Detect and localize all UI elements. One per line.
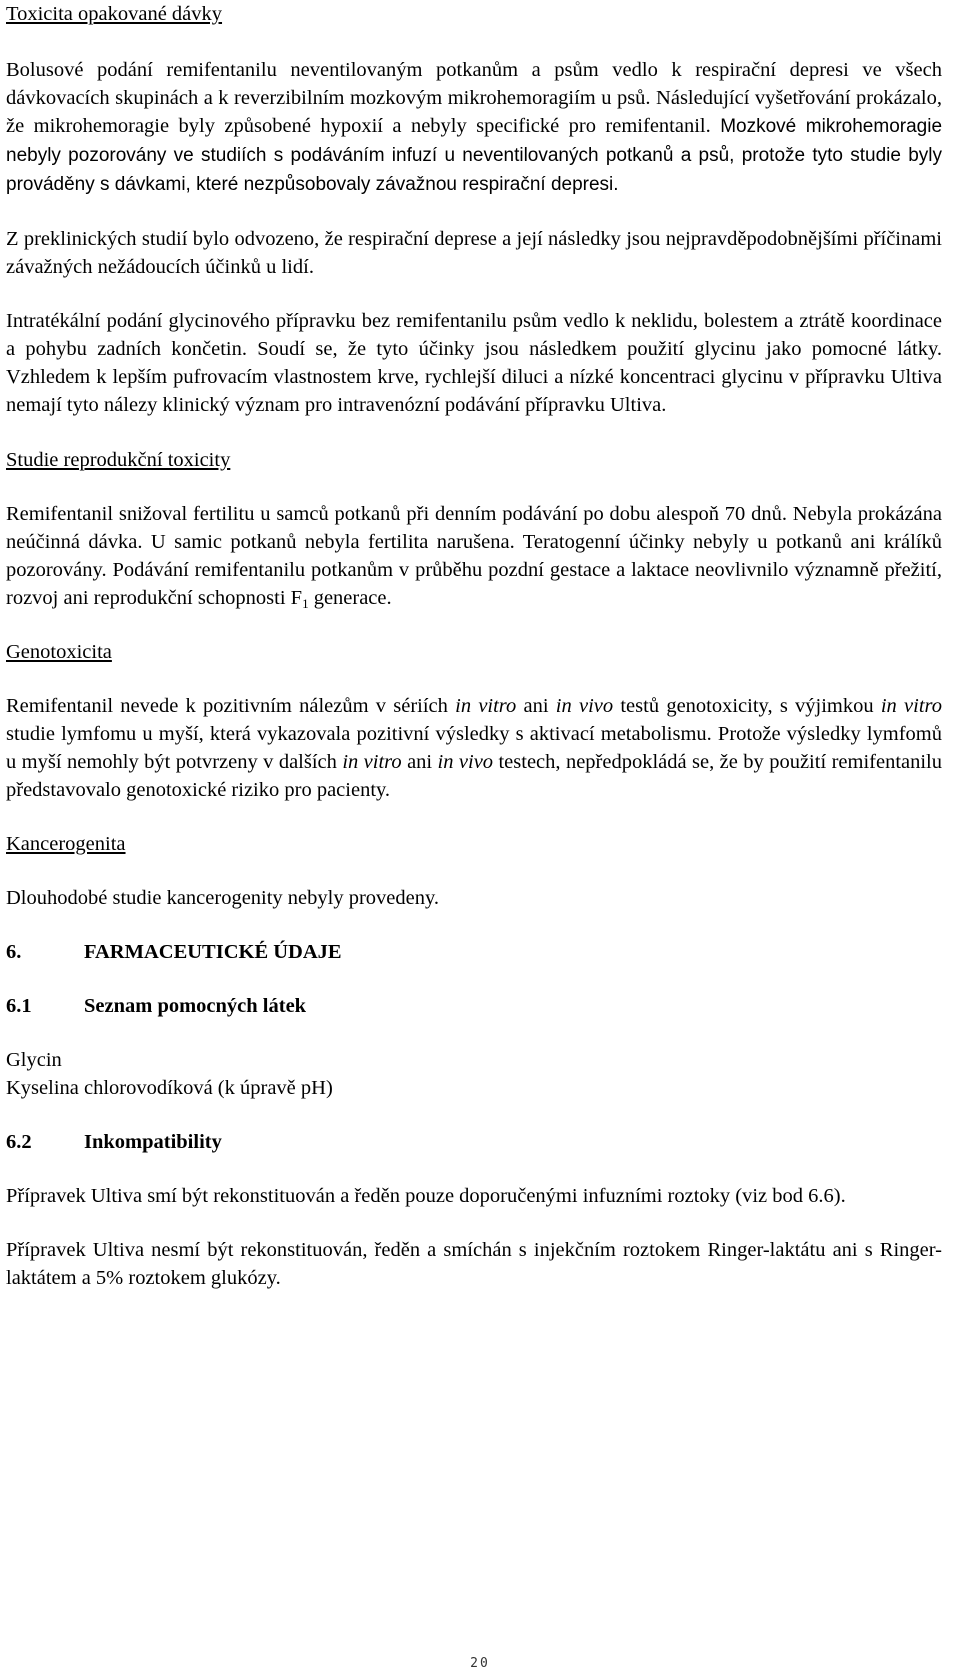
heading-toxicity-repeated: Toxicita opakované dávky <box>6 3 223 25</box>
heading-carcinogenicity: Kancerogenita <box>6 833 126 855</box>
paragraph-intrathecal: Intratékální podání glycinového přípravku bez remifentanilu psům vedlo k neklidu, bolestem a ztrátě koordinace a pohybu zadních končetin. Soudí se, že tyto účinky jsou následkem použití glycinu jako pomocné látky. Vzhledem k lepším pufrovacím vlastnostem krve, rychlejší diluci a nízké koncentraci glycinu v přípravku Ultiva nemají tyto nálezy klinický význam pro intravenózní podávání přípravku Ultiva. <box>6 310 942 416</box>
paragraph-reproductive <box>6 500 942 612</box>
geno-text-5: ani <box>401 751 438 773</box>
paragraph-toxicity-bolus <box>6 56 942 199</box>
heading-pharmaceutical <box>6 938 942 966</box>
geno-text-6: testech, nepředpokládá se, že by použití remifentanilu představovalo genotoxické riziko pro pacienty. <box>6 751 942 801</box>
geno-italic-5: in vivo <box>437 751 494 773</box>
text-bolus-part2: Mozkové mikrohemoragie nebyly pozorovány ve studiích s podáváním infuzí u neventilovaných potkanů a psů, protože tyto studie byly prováděny s dávkami, které nezpůsobovaly závažnou respirační depresi. <box>6 116 943 195</box>
section-title-6-2: Inkompatibility <box>84 1131 222 1153</box>
geno-text-3: testů genotoxicity, s výjimkou <box>613 695 881 717</box>
paragraph-carcinogenicity: Dlouhodobé studie kancerogenity nebyly provedeny. <box>6 887 440 909</box>
geno-italic-1: in vitro <box>455 695 517 717</box>
geno-italic-3: in vitro <box>880 695 942 717</box>
section-number-6: 6. <box>6 941 22 963</box>
geno-italic-2: in vivo <box>555 695 614 717</box>
section-title-6: FARMACEUTICKÉ ÚDAJE <box>84 941 342 963</box>
excipient-item: Kyselina chlorovodíková (k úpravě pH) <box>6 1077 333 1099</box>
heading-incompatibility <box>6 1128 942 1156</box>
paragraph-incompatibility-1: Přípravek Ultiva smí být rekonstituován a ředěn pouze doporučenými infuzními roztoky (viz bod 6.6). <box>6 1185 846 1207</box>
heading-excipients <box>6 992 942 1020</box>
text-reproductive-end: generace. <box>308 587 392 609</box>
page-number: 20 <box>470 1656 490 1671</box>
heading-genotoxicity: Genotoxicita <box>6 641 112 663</box>
geno-text-2: ani <box>516 695 556 717</box>
section-number-6-1: 6.1 <box>6 995 32 1017</box>
document-page <box>6 0 942 1292</box>
excipient-item: Glycin <box>6 1049 62 1071</box>
text-bolus-part1: Bolusové podání remifentanilu neventilovaným potkanům a psům vedlo k respirační depresi ve všech dávkovacích skupinách a k reverzibilním mozkovým mikrohemoragiím u psů. Následující vyšetřování prokázalo, že mikrohemoragie byly způsobené hypoxií a nebyly specifické pro remifentanil. <box>6 59 942 137</box>
geno-italic-4: in vitro <box>342 751 402 773</box>
section-title-6-1: Seznam pomocných látek <box>84 995 307 1017</box>
paragraph-preclinical: Z preklinických studií bylo odvozeno, že respirační deprese a její následky jsou nejpravděpodobnějšími příčinami závažných nežádoucích účinků u lidí. <box>6 228 942 278</box>
text-reproductive-subscript: 1 <box>302 596 309 611</box>
text-reproductive-main: Remifentanil snižoval fertilitu u samců potkanů při denním podávání po dobu alespoň 70 dnů. Nebyla prokázána neúčinná dávka. U samic potkanů nebyla fertilita narušena. Teratogenní účinky nebyly u potkanů ani králíků pozorovány. Podávání remifentanilu potkanům v průběhu pozdní gestace a laktace neovlivnilo významně přežití, rozvoj ani reprodukční schopnosti F <box>6 503 942 609</box>
section-number-6-2: 6.2 <box>6 1131 32 1153</box>
geno-text-1: Remifentanil nevede k pozitivním nálezům v sériích <box>6 695 456 717</box>
heading-reproductive: Studie reprodukční toxicity <box>6 449 231 471</box>
geno-text-4: studie lymfomu u myší, která vykazovala pozitivní výsledky s aktivací metabolismu. Protože výsledky lymfomů u myší nemohly být potvrzeny v dalších <box>6 723 942 773</box>
paragraph-incompatibility-2: Přípravek Ultiva nesmí být rekonstituován, ředěn a smíchán s injekčním roztokem Ringer-laktátu ani s Ringer-laktátem a 5% roztokem glukózy. <box>6 1239 942 1289</box>
paragraph-genotoxicity <box>6 692 942 804</box>
